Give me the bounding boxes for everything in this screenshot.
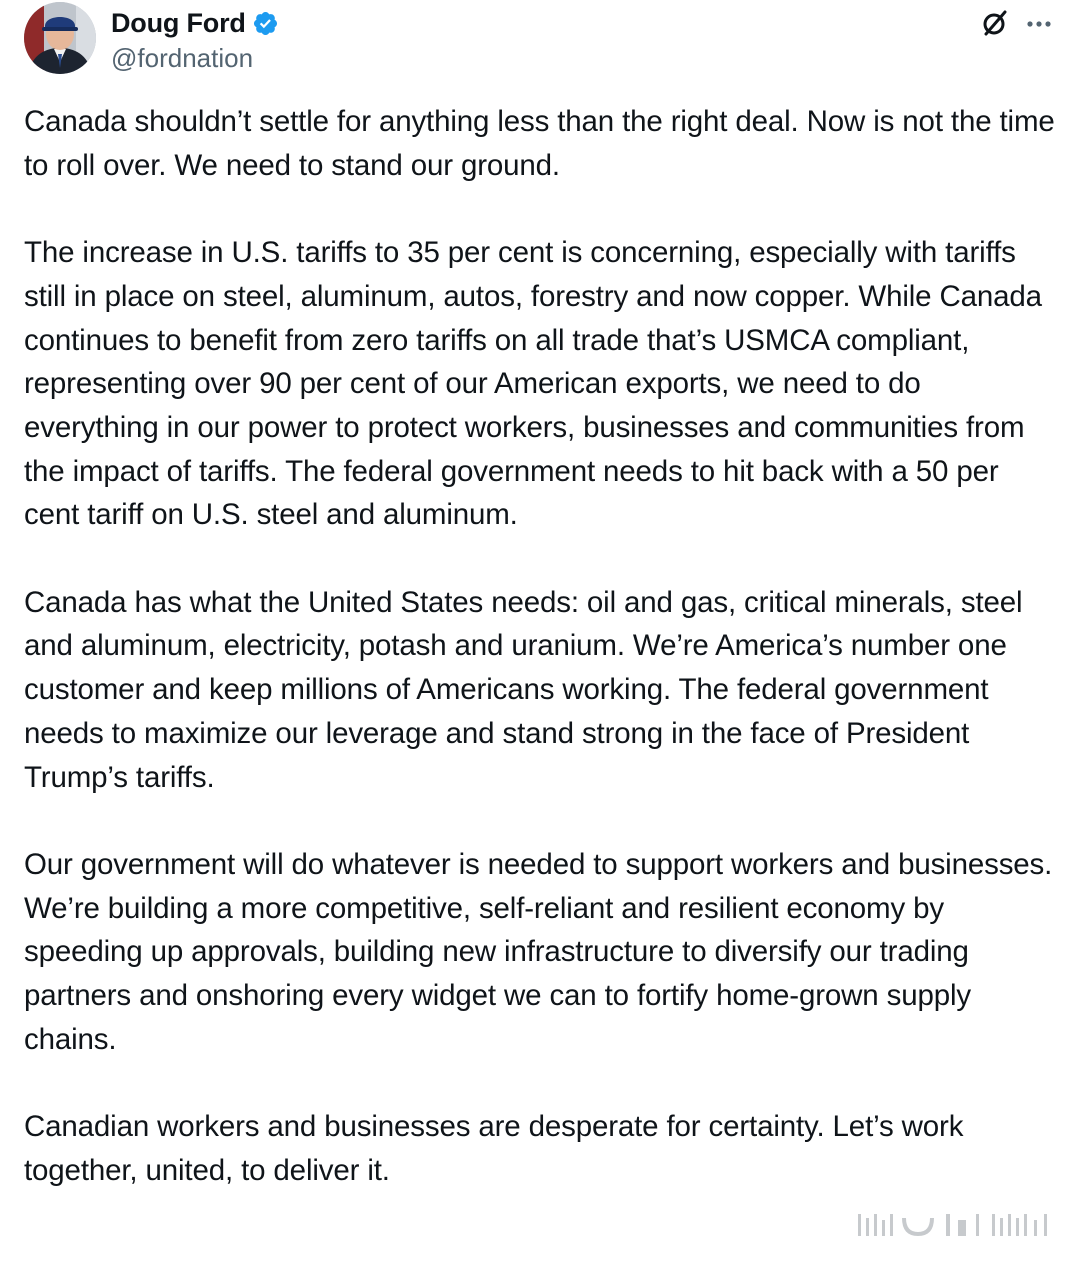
post-paragraph-5: Canadian workers and businesses are desperate for certainty. Let’s work together, united, to deliver it. bbox=[24, 1110, 964, 1187]
post-paragraph-4: Our government will do whatever is needed to support workers and businesses. We’re building a more competitive, self-reliant and resilient economy by speeding up approvals, building new infrastructure to diversify our trading partners and onshoring every widget we can to fortify home-grown supply chains. bbox=[24, 847, 1053, 1056]
post-paragraph-1: Canada shouldn’t settle for anything less than the right deal. Now is not the time to roll over. We need to stand our ground. bbox=[24, 105, 1055, 182]
avatar-photo-icon bbox=[24, 2, 96, 74]
author-handle[interactable]: @fordnation bbox=[111, 43, 254, 73]
more-options-button[interactable] bbox=[1022, 6, 1056, 40]
post-paragraph-2: The increase in U.S. tariffs to 35 per cent is concerning, especially with tariffs still in place on steel, aluminum, autos, forestry and now copper. While Canada continues to benefit from zero tariffs on all trade that’s USMCA compliant, representing over 90 per cent of our American exports, we need to do everything in our power to protect workers, businesses and communities from the impact of tariffs. The federal government needs to hit back with a 50 per cent tariff on U.S. steel and aluminum. bbox=[24, 236, 1042, 532]
post-header bbox=[24, 2, 1056, 78]
grok-button[interactable] bbox=[978, 6, 1012, 40]
post-text bbox=[24, 100, 1060, 1193]
grok-icon bbox=[980, 8, 1010, 38]
author-info bbox=[111, 4, 279, 74]
avatar[interactable] bbox=[24, 2, 96, 74]
display-name[interactable]: Doug Ford bbox=[111, 7, 246, 38]
header-actions bbox=[978, 6, 1056, 40]
more-options-icon bbox=[1024, 8, 1054, 38]
watermark-logo-icon bbox=[858, 1210, 1054, 1240]
post-paragraph-3: Canada has what the United States needs: oil and gas, critical minerals, steel and aluminum, electricity, potash and uranium. We’re America’s number one customer and keep millions of Americans working. The federal government needs to maximize our leverage and stand strong in the face of President Trump’s tariffs. bbox=[24, 585, 1023, 794]
name-row bbox=[111, 4, 279, 42]
verified-badge-icon bbox=[252, 10, 279, 37]
